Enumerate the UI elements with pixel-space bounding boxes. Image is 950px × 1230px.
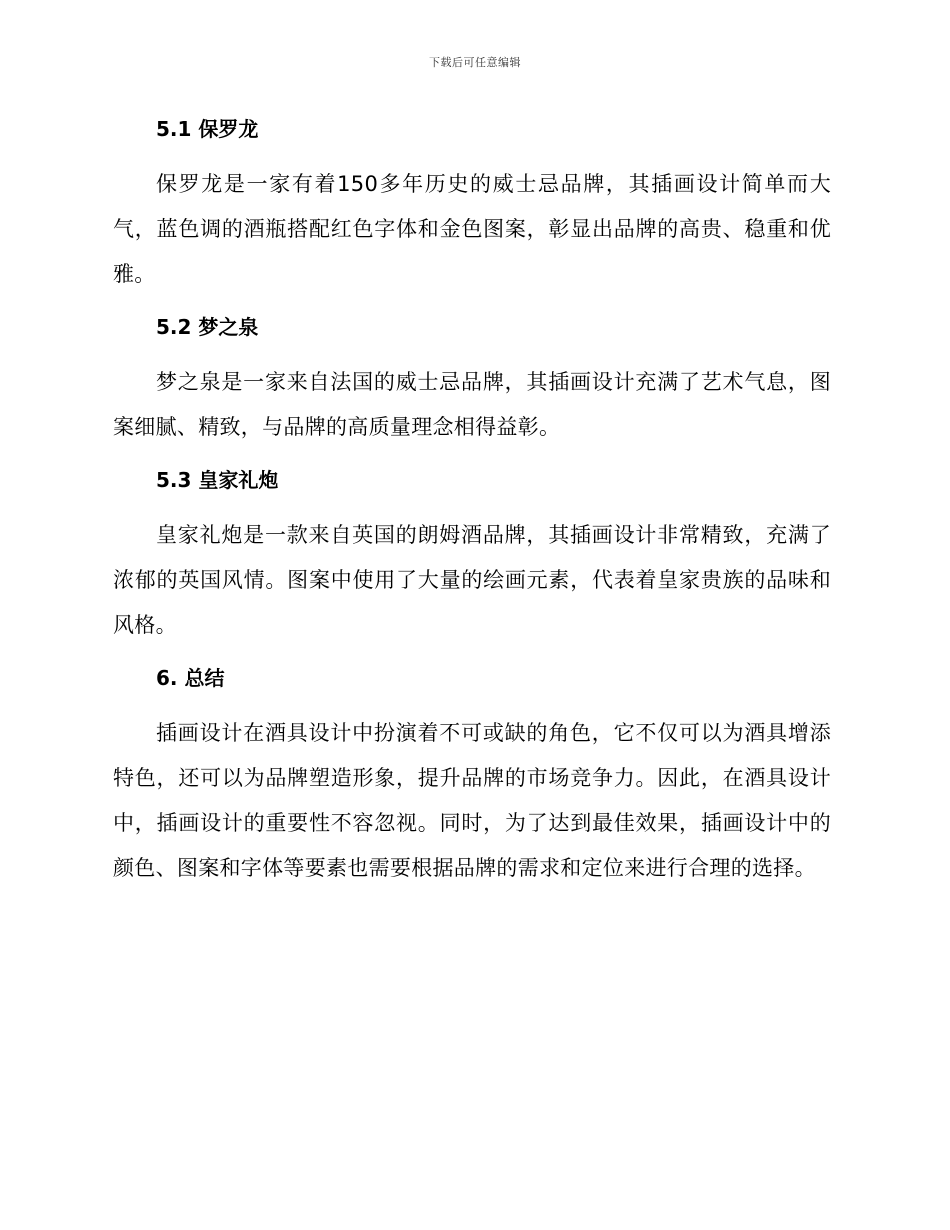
section-heading-5-2: 5.2 梦之泉 [156, 315, 259, 339]
section-paragraph-5-3: 皇家礼炮是一款来自英国的朗姆酒品牌，其插画设计非常精致，充满了浓郁的英国风情。图案中使用了大量的绘画元素，代表着皇家贵族的品味和风格。 [113, 523, 831, 637]
page-header-note: 下载后可任意编辑 [429, 56, 521, 69]
document-body [113, 112, 831, 891]
section-paragraph-5-2: 梦之泉是一家来自法国的威士忌品牌，其插画设计充满了艺术气息，图案细腻、精致，与品牌的高质量理念相得益彰。 [113, 370, 831, 439]
section-heading-5-1: 5.1 保罗龙 [156, 117, 259, 141]
section-heading-5-3: 5.3 皇家礼炮 [156, 468, 279, 492]
section-paragraph-5-1: 保罗龙是一家有着150多年历史的威士忌品牌，其插画设计简单而大气，蓝色调的酒瓶搭配红色字体和金色图案，彰显出品牌的高贵、稳重和优雅。 [113, 172, 831, 286]
section-paragraph-6: 插画设计在酒具设计中扮演着不可或缺的角色，它不仅可以为酒具增添特色，还可以为品牌塑造形象，提升品牌的市场竞争力。因此，在酒具设计中，插画设计的重要性不容忽视。同时，为了达到最佳效果，插画设计中的颜色、图案和字体等要素也需要根据品牌的需求和定位来进行合理的选择。 [113, 721, 831, 880]
section-heading-6: 6. 总结 [156, 666, 225, 690]
